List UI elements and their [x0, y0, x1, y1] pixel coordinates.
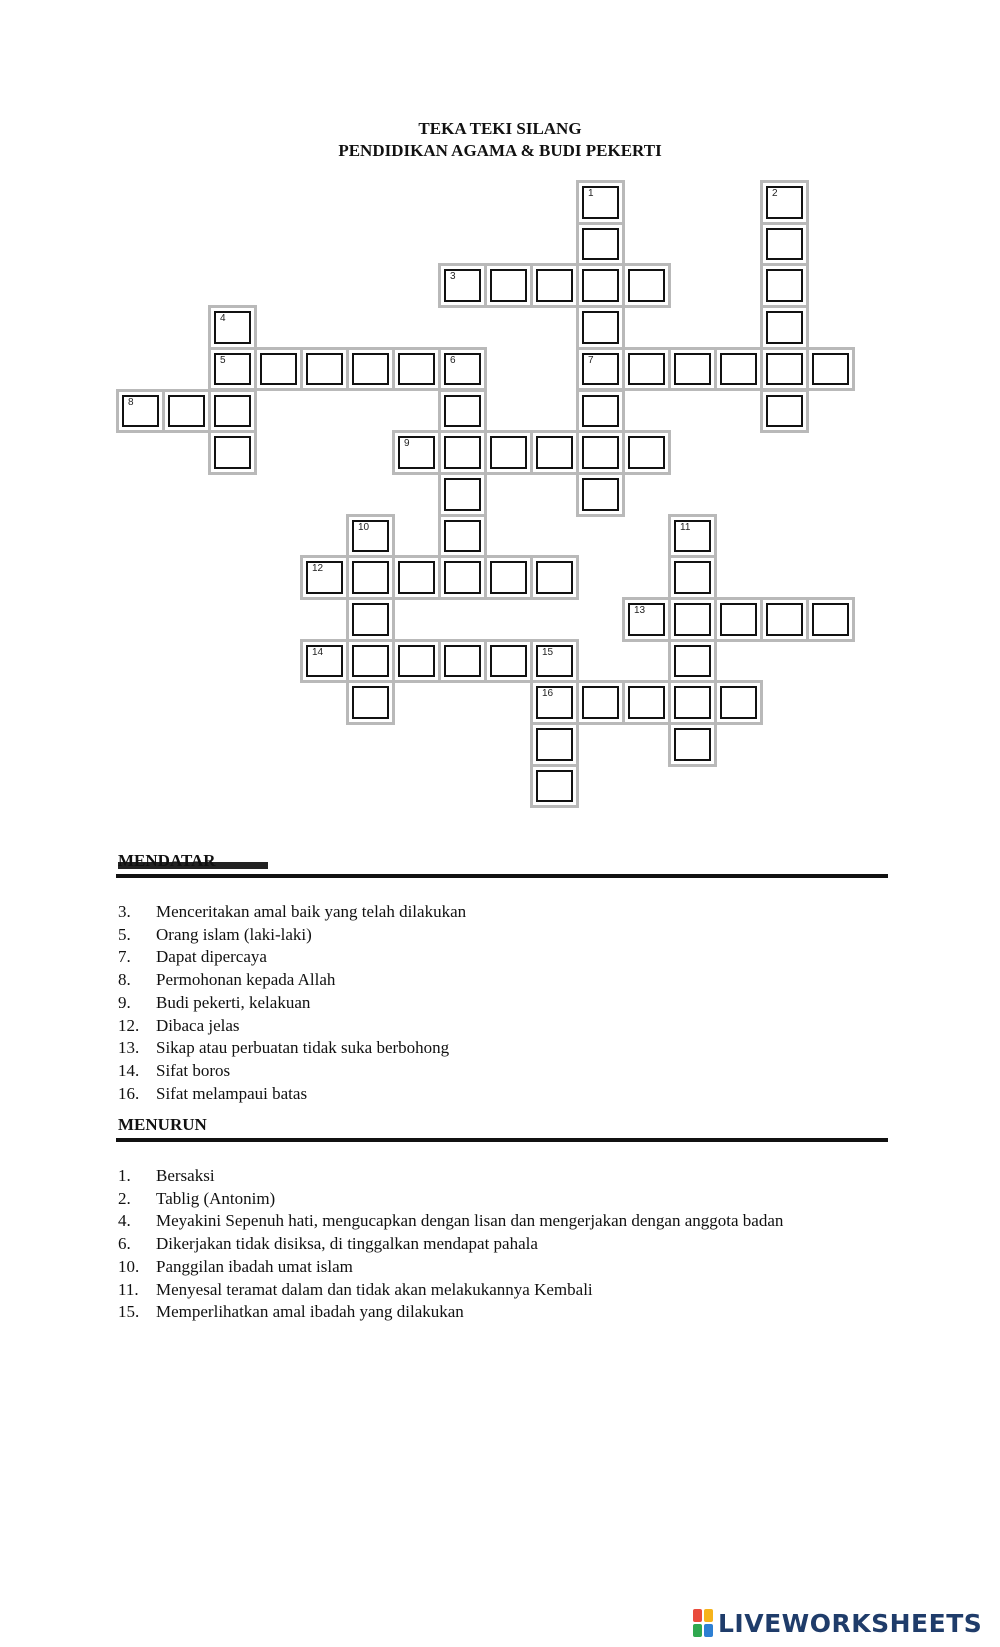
crossword-cell-number: 14: [312, 646, 324, 658]
crossword-cell[interactable]: [208, 347, 257, 392]
clue-number: 3.: [118, 902, 131, 921]
crossword-cell-box: [674, 603, 711, 636]
crossword-cell[interactable]: [760, 389, 809, 434]
crossword-cell-box: [444, 353, 481, 386]
worksheet-subtitle: PENDIDIKAN AGAMA & BUDI PEKERTI: [338, 141, 662, 160]
crossword-cell-number: 8: [128, 396, 134, 408]
clue-text: Sifat melampaui batas: [156, 1083, 308, 1103]
crossword-cell[interactable]: [530, 639, 579, 684]
crossword-cell[interactable]: [392, 639, 441, 684]
liveworksheets-logo: [693, 1606, 982, 1640]
crossword-cell-box: [352, 520, 389, 553]
crossword-cell[interactable]: [530, 263, 579, 308]
mendatar-clue: [118, 946, 466, 969]
clue-text: Bersaksi: [156, 1166, 215, 1185]
crossword-cell-box: [536, 728, 573, 761]
crossword-cell-box: [352, 353, 389, 386]
clue-number: 14.: [118, 1060, 140, 1080]
clue-number: 9.: [118, 992, 131, 1012]
crossword-cell-box: [490, 645, 527, 678]
crossword-cell[interactable]: [576, 263, 625, 308]
crossword-cell-box: [582, 478, 619, 511]
clue-text: Menceritakan amal baik yang telah dilakukan: [156, 902, 467, 921]
mendatar-clue: [118, 1015, 466, 1038]
crossword-cell-box: [536, 269, 573, 302]
crossword-cell-box: [306, 353, 343, 386]
crossword-cell-box: [766, 311, 803, 344]
crossword-cell-number: 15: [542, 646, 554, 658]
crossword-cell-box: [490, 561, 527, 594]
crossword-cell[interactable]: [576, 430, 625, 475]
crossword-cell[interactable]: [346, 514, 395, 559]
crossword-cell[interactable]: [392, 430, 441, 475]
crossword-cell-box: [628, 353, 665, 386]
crossword-cell[interactable]: [346, 555, 395, 600]
crossword-cell-box: [444, 478, 481, 511]
clue-text: Memperlihatkan amal ibadah yang dilakukan: [156, 1302, 464, 1322]
crossword-cell-box: [720, 353, 757, 386]
crossword-cell-number: 5: [220, 354, 226, 366]
crossword-cell[interactable]: [668, 514, 717, 559]
mendatar-rule: [116, 874, 888, 878]
clue-text: Dibaca jelas: [156, 1015, 240, 1035]
clue-number: 7.: [118, 947, 131, 967]
crossword-cell-box: [306, 645, 343, 678]
menurun-clue: [118, 1279, 783, 1302]
mendatar-heading: MENDATAR: [118, 851, 216, 870]
clue-text: Menyesal teramat dalam dan tidak akan melakukannya Kembali: [156, 1279, 593, 1299]
crossword-cell-box: [766, 269, 803, 302]
crossword-cell-number: 16: [542, 688, 554, 700]
crossword-cell-box: [122, 395, 159, 428]
mendatar-clue: [118, 901, 466, 924]
clue-number: 12.: [118, 1015, 140, 1035]
crossword-cell[interactable]: [484, 263, 533, 308]
crossword-cell[interactable]: [530, 722, 579, 767]
clue-number: 10.: [118, 1256, 140, 1276]
crossword-cell-box: [214, 436, 251, 469]
crossword-cell-box: [398, 645, 435, 678]
crossword-cell-box: [582, 686, 619, 719]
menurun-clue: [118, 1210, 783, 1233]
menurun-clue: [118, 1233, 783, 1256]
crossword-cell-box: [582, 186, 619, 219]
crossword-cell-box: [720, 686, 757, 719]
clue-number: 13.: [118, 1038, 140, 1058]
menurun-clue: [118, 1301, 783, 1324]
crossword-cell-box: [444, 645, 481, 678]
crossword-cell[interactable]: [668, 555, 717, 600]
crossword-cell-box: [582, 269, 619, 302]
liveworksheets-logo-icon: [693, 1609, 715, 1637]
crossword-cell[interactable]: [530, 680, 579, 725]
crossword-cell-box: [214, 395, 251, 428]
worksheet-title: TEKA TEKI SILANG: [418, 119, 582, 138]
crossword-cell-box: [674, 520, 711, 553]
crossword-cell-box: [766, 395, 803, 428]
crossword-cell-box: [536, 561, 573, 594]
crossword-cell-box: [812, 353, 849, 386]
clue-number: 16.: [118, 1083, 140, 1103]
crossword-cell[interactable]: [346, 347, 395, 392]
crossword-cell[interactable]: [668, 347, 717, 392]
crossword-cell-number: 7: [588, 354, 594, 366]
crossword-cell[interactable]: [668, 722, 717, 767]
crossword-cell-box: [398, 436, 435, 469]
clue-text: Meyakini Sepenuh hati, mengucapkan dengan lisan dan mengerjakan dengan anggota badan: [156, 1211, 784, 1231]
crossword-cell-box: [352, 561, 389, 594]
clue-number: 1.: [118, 1166, 131, 1185]
crossword-cell-box: [674, 728, 711, 761]
menurun-clue: [118, 1165, 783, 1188]
crossword-cell[interactable]: [760, 263, 809, 308]
crossword-cell-number: 1: [588, 188, 594, 199]
crossword-cell[interactable]: [438, 555, 487, 600]
mendatar-clue-list: [118, 901, 466, 1105]
crossword-cell[interactable]: [576, 305, 625, 350]
crossword-cell-box: [674, 686, 711, 719]
crossword-cell-box: [536, 686, 573, 719]
crossword-cell-number: 10: [358, 521, 370, 533]
crossword-cell[interactable]: [346, 680, 395, 725]
clue-text: Dapat dipercaya: [156, 947, 267, 967]
crossword-cell[interactable]: [668, 597, 717, 642]
crossword-cell-box: [444, 269, 481, 302]
crossword-cell[interactable]: [208, 430, 257, 475]
crossword-cell-box: [444, 436, 481, 469]
liveworksheets-logo-text: LIVEWORKSHEETS: [718, 1608, 983, 1638]
crossword-cell[interactable]: [576, 180, 625, 225]
crossword-cell-box: [214, 353, 251, 386]
crossword-cell[interactable]: [806, 347, 855, 392]
crossword-cell[interactable]: [392, 555, 441, 600]
crossword-cell[interactable]: [530, 430, 579, 475]
mendatar-clue: [118, 1037, 466, 1060]
crossword-cell[interactable]: [116, 389, 165, 434]
crossword-cell-number: 9: [404, 438, 410, 450]
clue-number: 8.: [118, 970, 131, 990]
crossword-cell-box: [536, 645, 573, 678]
crossword-cell[interactable]: [576, 347, 625, 392]
crossword-cell[interactable]: [760, 222, 809, 267]
crossword-cell-box: [444, 561, 481, 594]
crossword-cell[interactable]: [806, 597, 855, 642]
crossword-cell[interactable]: [484, 555, 533, 600]
crossword-cell[interactable]: [438, 389, 487, 434]
mendatar-clue: [118, 1060, 466, 1083]
crossword-cell-box: [444, 395, 481, 428]
crossword-cell[interactable]: [530, 764, 579, 809]
crossword-cell[interactable]: [576, 472, 625, 517]
crossword-cell-box: [444, 520, 481, 553]
crossword-cell-number: 3: [450, 271, 456, 283]
crossword-cell-box: [628, 686, 665, 719]
crossword-cell[interactable]: [438, 347, 487, 392]
crossword-cell[interactable]: [438, 263, 487, 308]
crossword-cell[interactable]: [392, 347, 441, 392]
clue-text: Tablig (Antonim): [156, 1188, 276, 1208]
clue-number: 4.: [118, 1211, 131, 1231]
crossword-cell[interactable]: [668, 639, 717, 684]
crossword-cell[interactable]: [484, 430, 533, 475]
crossword-cell-box: [490, 436, 527, 469]
crossword-cell[interactable]: [668, 680, 717, 725]
clue-text: Budi pekerti, kelakuan: [156, 992, 311, 1012]
crossword-cell-number: 13: [634, 605, 646, 616]
clue-number: 5.: [118, 924, 131, 944]
crossword-cell-box: [720, 603, 757, 636]
crossword-cell[interactable]: [760, 347, 809, 392]
crossword-cell[interactable]: [622, 347, 671, 392]
crossword-cell-box: [352, 686, 389, 719]
clue-text: Sifat boros: [156, 1060, 231, 1080]
crossword-cell-box: [260, 353, 297, 386]
crossword-cell-box: [536, 436, 573, 469]
crossword-cell-box: [628, 603, 665, 636]
crossword-cell[interactable]: [760, 597, 809, 642]
crossword-cell-number: 2: [772, 188, 778, 199]
mendatar-clue: [118, 1083, 466, 1106]
crossword-cell-box: [674, 561, 711, 594]
crossword-cell[interactable]: [208, 389, 257, 434]
crossword-cell-box: [582, 395, 619, 428]
crossword-cell[interactable]: [346, 597, 395, 642]
crossword-cell-box: [490, 269, 527, 302]
mendatar-clue: [118, 969, 466, 992]
crossword-cell[interactable]: [484, 639, 533, 684]
crossword-cell-box: [214, 311, 251, 344]
crossword-cell-number: 12: [312, 563, 324, 575]
crossword-cell-box: [306, 561, 343, 594]
crossword-cell[interactable]: [300, 639, 349, 684]
crossword-cell-box: [766, 186, 803, 219]
clue-text: Panggilan ibadah umat islam: [156, 1256, 353, 1276]
crossword-cell-box: [766, 228, 803, 261]
crossword-cell-box: [674, 645, 711, 678]
clue-text: Sikap atau perbuatan tidak suka berbohong: [156, 1038, 450, 1058]
crossword-cell[interactable]: [622, 263, 671, 308]
crossword-cell[interactable]: [576, 389, 625, 434]
crossword-cell[interactable]: [300, 347, 349, 392]
crossword-cell-number: 11: [680, 521, 691, 533]
crossword-cell[interactable]: [438, 639, 487, 684]
menurun-clue: [118, 1256, 783, 1279]
crossword-cell[interactable]: [622, 597, 671, 642]
crossword-cell-box: [582, 353, 619, 386]
crossword-cell-box: [582, 436, 619, 469]
clue-text: Permohonan kepada Allah: [156, 970, 336, 990]
crossword-cell-box: [398, 353, 435, 386]
crossword-cell[interactable]: [714, 347, 763, 392]
menurun-clue: [118, 1188, 783, 1211]
menurun-heading: MENURUN: [118, 1115, 207, 1134]
clue-number: 2.: [118, 1188, 131, 1208]
crossword-cell[interactable]: [622, 430, 671, 475]
clue-text: Dikerjakan tidak disiksa, di tinggalkan mendapat pahala: [156, 1234, 538, 1254]
crossword-cell[interactable]: [346, 639, 395, 684]
crossword-cell[interactable]: [622, 680, 671, 725]
crossword-cell[interactable]: [714, 680, 763, 725]
crossword-cell-box: [582, 311, 619, 344]
crossword-cell[interactable]: [208, 305, 257, 350]
menurun-rule: [116, 1138, 888, 1142]
clue-number: 15.: [118, 1302, 140, 1322]
crossword-cell[interactable]: [760, 305, 809, 350]
clue-number: 11.: [118, 1279, 139, 1299]
crossword-cell-box: [582, 228, 619, 261]
crossword-cell-number: 6: [450, 354, 456, 366]
crossword-cell[interactable]: [576, 222, 625, 267]
crossword-cell[interactable]: [576, 680, 625, 725]
crossword-cell-number: 4: [220, 313, 226, 325]
crossword-cell-box: [812, 603, 849, 636]
crossword-cell-box: [352, 645, 389, 678]
crossword-cell[interactable]: [438, 514, 487, 559]
crossword-cell[interactable]: [162, 389, 211, 434]
crossword-cell[interactable]: [714, 597, 763, 642]
crossword-cell-box: [628, 269, 665, 302]
crossword-cell[interactable]: [760, 180, 809, 225]
crossword-cell-box: [766, 353, 803, 386]
crossword-cell[interactable]: [300, 555, 349, 600]
crossword-cell-box: [766, 603, 803, 636]
menurun-clue-list: [118, 1165, 783, 1324]
crossword-cell-box: [674, 353, 711, 386]
mendatar-clue: [118, 924, 466, 947]
crossword-cell-box: [536, 770, 573, 803]
clue-number: 6.: [118, 1234, 131, 1254]
crossword-cell[interactable]: [530, 555, 579, 600]
mendatar-clue: [118, 992, 466, 1015]
clue-text: Orang islam (laki-laki): [156, 924, 312, 944]
crossword-cell-box: [168, 395, 205, 428]
crossword-cell-box: [628, 436, 665, 469]
crossword-cell[interactable]: [254, 347, 303, 392]
crossword-cell[interactable]: [438, 472, 487, 517]
crossword-cell-box: [352, 603, 389, 636]
crossword-cell-box: [398, 561, 435, 594]
crossword-cell[interactable]: [438, 430, 487, 475]
